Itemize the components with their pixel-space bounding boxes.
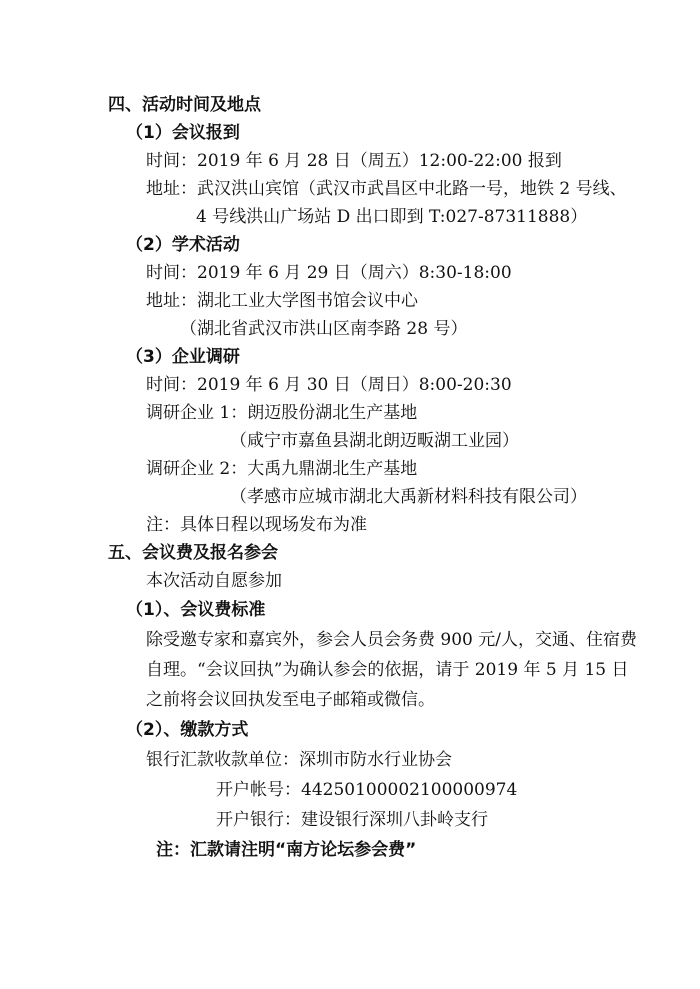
section4-heading: 四、活动时间及地点 xyxy=(108,95,261,115)
academic-heading: （2）学术活动 xyxy=(126,235,240,255)
research-company2: 调研企业 2：大禹九鼎湖北生产基地 xyxy=(146,459,418,479)
schedule-note: 注：具体日程以现场发布为准 xyxy=(146,515,367,535)
registration-time: 时间：2019 年 6 月 28 日（周五）12:00-22:00 报到 xyxy=(146,151,562,171)
research-company2-address: （孝感市应城市湖北大禹新材料科技有限公司） xyxy=(230,487,587,507)
research-company1: 调研企业 1：朗迈股份湖北生产基地 xyxy=(146,403,418,423)
payment-account: 开户帐号：44250100002100000974 xyxy=(216,780,518,800)
fee-line3: 之前将会议回执发至电子邮箱或微信。 xyxy=(146,690,435,710)
registration-address-line1: 地址：武汉洪山宾馆（武汉市武昌区中北路一号，地铁 2 号线、 xyxy=(146,179,627,199)
payment-note: 注：汇款请注明“南方论坛参会费” xyxy=(156,840,417,860)
fee-heading: （1）、会议费标准 xyxy=(126,600,266,620)
registration-heading: （1）会议报到 xyxy=(126,123,240,143)
section5-heading: 五、会议费及报名参会 xyxy=(108,543,278,563)
payment-bank: 开户银行：建设银行深圳八卦岭支行 xyxy=(216,810,488,830)
section5-intro: 本次活动自愿参加 xyxy=(146,571,282,591)
payment-heading: （2）、缴款方式 xyxy=(126,720,249,740)
payment-payee: 银行汇款收款单位：深圳市防水行业协会 xyxy=(146,750,452,770)
registration-address-line2: 4 号线洪山广场站 D 出口即到 T:027-87311888） xyxy=(196,207,588,227)
academic-address-line1: 地址：湖北工业大学图书馆会议中心 xyxy=(146,291,418,311)
research-heading: （3）企业调研 xyxy=(126,347,240,367)
fee-line2: 自理。“会议回执”为确认参会的依据，请于 2019 年 5 月 15 日 xyxy=(146,660,629,680)
academic-time: 时间：2019 年 6 月 29 日（周六）8:30-18:00 xyxy=(146,263,512,283)
fee-line1: 除受邀专家和嘉宾外，参会人员会务费 900 元/人，交通、住宿费 xyxy=(146,630,637,650)
academic-address-line2: （湖北省武汉市洪山区南李路 28 号） xyxy=(180,319,468,339)
research-time: 时间：2019 年 6 月 30 日（周日）8:00-20:30 xyxy=(146,375,512,395)
research-company1-address: （咸宁市嘉鱼县湖北朗迈畈湖工业园） xyxy=(230,431,519,451)
